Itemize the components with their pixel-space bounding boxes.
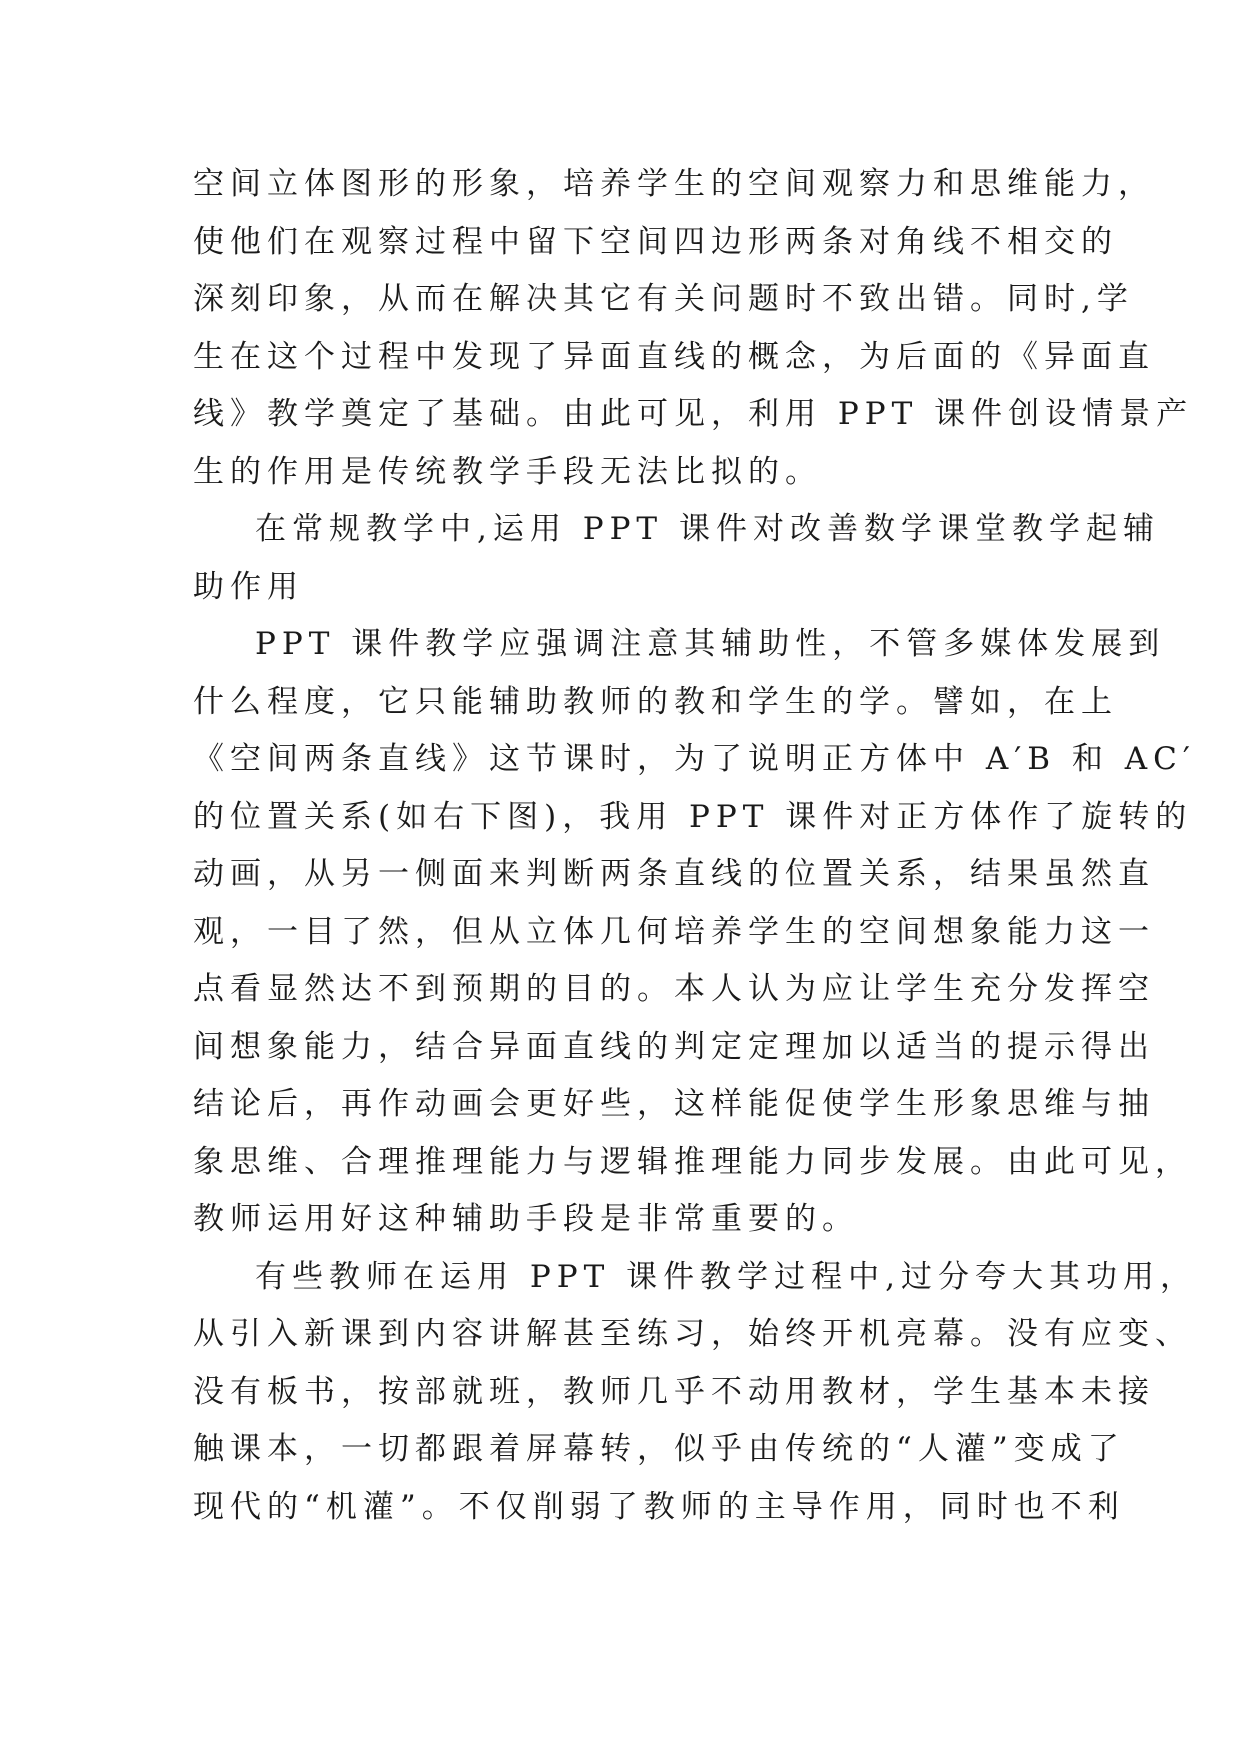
text-line: 结论后，再作动画会更好些，这样能促使学生形象思维与抽 [193,1086,1155,1122]
text-line: 在常规教学中,运用 PPT 课件对改善数学课堂教学起辅 [255,511,1160,547]
text-line: 助作用 [193,568,304,605]
text-line: 使他们在观察过程中留下空间四边形两条对角线不相交的 [193,223,1118,260]
paragraph-2 [193,501,1160,616]
text-line: 观，一目了然，但从立体几何培养学生的空间想象能力这一 [193,913,1155,950]
text-line: 有些教师在运用 PPT 课件教学过程中,过分夸大其功用， [255,1258,1197,1295]
text-line: 深刻印象，从而在解决其它有关问题时不致出错。同时,学 [193,281,1134,317]
text-line: 《空间两条直线》这节课时，为了说明正方体中 A′B 和 AC′ [193,741,1196,777]
text-line: 象思维、合理推理能力与逻辑推理能力同步发展。由此可见， [193,1143,1192,1180]
text-line: 点看显然达不到预期的目的。本人认为应让学生充分发挥空 [193,971,1155,1007]
text-line: PPT 课件教学应强调注意其辅助性，不管多媒体发展到 [255,626,1166,662]
text-line: 线》教学奠定了基础。由此可见，利用 PPT 课件创设情景产 [193,396,1194,432]
text-line: 动画，从另一侧面来判断两条直线的位置关系，结果虽然直 [193,856,1155,892]
document-page [193,156,1197,1536]
text-line: 间想象能力，结合异面直线的判定定理加以适当的提示得出 [193,1028,1155,1065]
text-line: 的位置关系(如右下图)，我用 PPT 课件对正方体作了旋转的 [193,798,1193,835]
text-line: 现代的“机灌”。不仅削弱了教师的主导作用，同时也不利 [193,1488,1125,1525]
text-line: 从引入新课到内容讲解甚至练习，始终开机亮幕。没有应变、 [193,1316,1192,1352]
paragraph-3 [193,616,1196,1249]
text-line: 教师运用好这种辅助手段是非常重要的。 [193,1201,859,1237]
text-line: 空间立体图形的形象，培养学生的空间观察力和思维能力， [193,166,1155,202]
paragraph-1 [193,156,1194,501]
text-line: 生在这个过程中发现了异面直线的概念，为后面的《异面直 [193,338,1155,375]
paragraph-4 [193,1249,1197,1537]
text-line: 什么程度，它只能辅助教师的教和学生的学。譬如，在上 [193,683,1118,720]
text-line: 触课本，一切都跟着屏幕转，似乎由传统的“人灌”变成了 [193,1431,1125,1467]
text-line: 没有板书，按部就班，教师几乎不动用教材，学生基本未接 [193,1373,1155,1410]
text-line: 生的作用是传统教学手段无法比拟的。 [193,453,822,490]
